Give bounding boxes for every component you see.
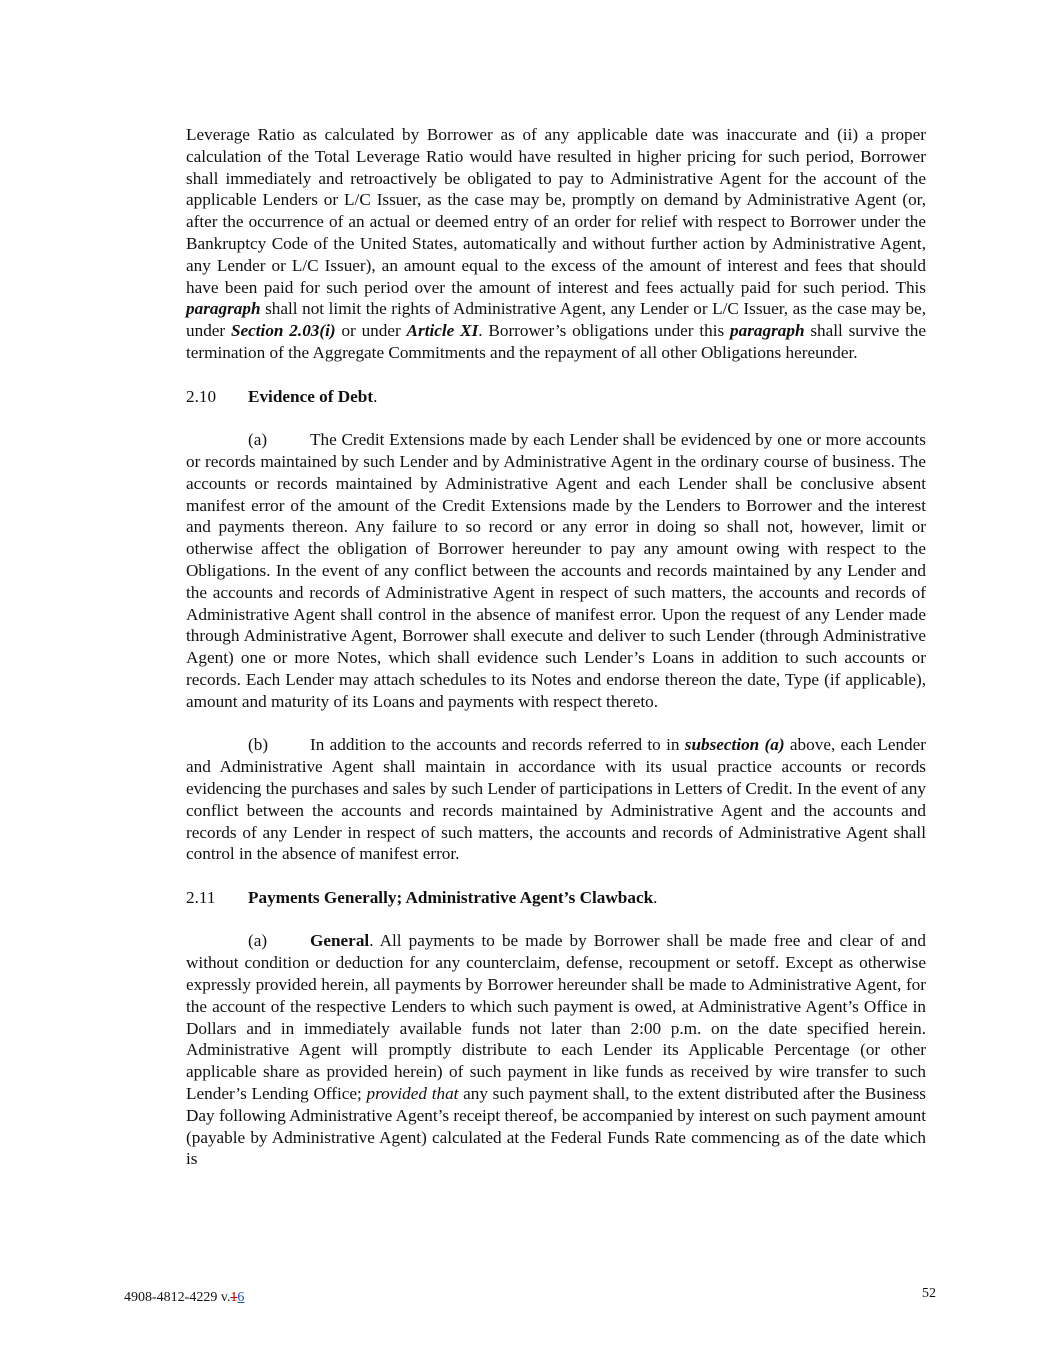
section-heading-2-10 xyxy=(186,386,926,408)
paragraph-2-10-a xyxy=(186,429,926,712)
section-heading-2-11 xyxy=(186,887,926,909)
paragraph-label: (a) xyxy=(248,430,268,450)
cross-ref-subsection: subsection (a) xyxy=(684,735,785,755)
document-page xyxy=(186,124,926,1170)
paragraph-label: (b) xyxy=(248,735,269,755)
cross-ref-paragraph: paragraph xyxy=(730,321,805,341)
text-run: any such payment shall, to the extent distributed after the Business Day following Administrative Agent’s receipt thereof, be accompanied by interest on such payment amount (payable by Administrative Agent) calculated at the Federal Funds Rate commencing as of the date which is xyxy=(186,1084,926,1169)
text-run: In addition to the accounts and records referred to in xyxy=(310,735,685,755)
section-title: Evidence of Debt xyxy=(248,386,374,406)
inserted-version: 6 xyxy=(237,1290,245,1305)
text-run: shall not limit the rights of Administrative Agent, any Lender or L/C Issuer, as the case may be, under xyxy=(186,299,926,341)
paragraph-heading: General xyxy=(310,931,370,951)
paragraph-2-10-b xyxy=(186,734,926,865)
paragraph-leverage-continuation xyxy=(186,124,926,364)
text-run: . All payments to be made by Borrower shall be made free and clear of and without condition or deduction for any counterclaim, defense, recoupment or setoff. Except as otherwise expressly provided herein, all payments by Borrower hereunder shall be made to Administrative Agent, for the account of the respective Lenders to which such payment is owed, at Administrative Agent’s Office in Dollars and in immediately available funds not later than 2:00 p.m. on the date specified herein. Administrative Agent will promptly distribute to each Lender its Applicable Percentage (or other applicable share as provided herein) of such payment in like funds as received by wire transfer to such Lender’s Lending Office; xyxy=(186,931,926,1104)
text-run: The Credit Extensions made by each Lender shall be evidenced by one or more accounts or records maintained by such Lender and by Administrative Agent in the ordinary course of business. The accounts or records maintained by Administrative Agent and each Lender shall be conclusive absent manifest error of the amount of the Credit Extensions made by the Lenders to Borrower and the interest and payments thereon. Any failure to so record or any error in doing so shall not, however, limit or otherwise affect the obligation of Borrower hereunder to pay any amount owing with respect to the Obligations. In the event of any conflict between the accounts and records maintained by any Lender and the accounts and records of Administrative Agent in respect of such matters, the accounts and records of Administrative Agent shall control in the absence of manifest error. Upon the request of any Lender made through Administrative Agent, Borrower shall execute and deliver to such Lender (through Administrative Agent) one or more Notes, which shall evidence such Lender’s Loans in addition to such accounts or records. Each Lender may attach schedules to its Notes and endorse thereon the date, Type (if applicable), amount and maturity of its Loans and payments with respect thereto. xyxy=(186,430,926,711)
doc-id-text: 4908-4812-4229 v. xyxy=(124,1290,231,1305)
cross-ref-article: Article XI xyxy=(406,321,479,341)
section-punct: . xyxy=(373,386,378,406)
deleted-version: 1 xyxy=(230,1290,238,1305)
text-run: Leverage Ratio as calculated by Borrower as of any applicable date was inaccurate and (ii) a proper calculation of the Total Leverage Ratio would have resulted in higher pricing for such period, Borrower shall immediately and retroactively be obligated to pay to Administrative Agent for the account of the applicable Lenders or L/C Issuer, as the case may be, promptly on demand by Administrative Agent (or, after the occurrence of an actual or deemed entry of an order for relief with respect to Borrower under the Bankruptcy Code of the United States, automatically and without further action by Administrative Agent, any Lender or L/C Issuer), an amount equal to the excess of the amount of interest and fees that should have been paid for such period over the amount of interest and fees actually paid for such period. This xyxy=(186,125,926,297)
page-number: 52 xyxy=(922,1286,936,1301)
text-run: or under xyxy=(335,321,407,341)
cross-ref-paragraph: paragraph xyxy=(186,299,261,319)
text-run: above, each Lender and Administrative Agent shall maintain in accordance with its usual practice accounts or records evidencing the purchases and sales by such Lender of participations in Letters of Credit. In the event of any conflict between the accounts and records maintained by Administrative Agent and the accounts and records of any Lender in respect of such matters, the accounts and records of Administrative Agent shall control in the absence of manifest error. xyxy=(186,735,927,864)
footer-doc-id xyxy=(124,1290,244,1306)
section-number: 2.11 xyxy=(186,887,216,907)
text-run: shall survive the termination of the Aggregate Commitments and the repayment of all other Obligations hereunder. xyxy=(186,321,927,362)
section-title: Payments Generally; Administrative Agent’s Clawback xyxy=(248,887,654,907)
paragraph-label: (a) xyxy=(248,931,268,951)
cross-ref-section: Section 2.03(i) xyxy=(230,321,336,341)
proviso-italic: provided that xyxy=(366,1084,459,1104)
section-number: 2.10 xyxy=(186,386,217,406)
text-run: . Borrower’s obligations under this xyxy=(478,321,730,341)
paragraph-2-11-a xyxy=(186,930,926,1170)
section-punct: . xyxy=(653,887,658,907)
